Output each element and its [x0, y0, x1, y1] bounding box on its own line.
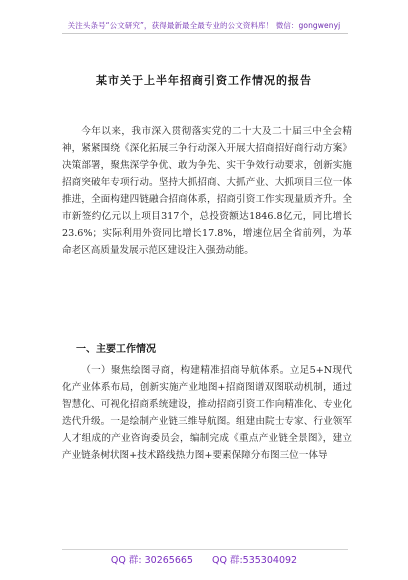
section-paragraph: （一）聚焦绘图寻商，构建精准招商导航体系。立足5+N现代化产业体系布局，创新实施产业地图+招商图谱双图联动机制，通过智慧化、可视化招商系统建设，推动招商引资工作向精准化、专业化迭代升级。一是绘制产业链三维导航图。组建由院士专家、行业领军人才组成的产业咨询委员会，编制完成《重点产业链全景图》，建立产业链条树状图+技术路线热力图+要素保障分布图三位一体导: [62, 365, 352, 461]
qq-group-2: QQ 群:535304092: [212, 555, 298, 566]
document-title: 某市关于上半年招商引资工作情况的报告: [96, 74, 312, 87]
header-divider: [62, 33, 348, 34]
intro-paragraph: 今年以来，我市深入贯彻落实党的二十大及二十届三中全会精神，紧紧围绕《深化拓展三争行动深入开展大招商招好商行动方案》决策部署，聚焦深学争优、敢为争先、实干争效行动要求，创新实施招商突破年专项行动。坚持大抓招商、大抓产业、大抓项目三位一体推进，全面构建四链融合招商体系，招商引资工作实现量质齐升。全市新签约亿元以上项目317个，总投资额达1846.8亿元，同比增长23.6%；实际利用外资同比增长17.8%，增速位居全省前列，为革命老区高质量发展示范区建设注入强劲动能。: [62, 126, 352, 256]
qq-group-1: QQ 群: 30265665: [110, 555, 193, 566]
footer-contact: [0, 552, 408, 566]
section-heading: 一、主要工作情况: [76, 344, 156, 355]
footer-divider: [62, 549, 348, 550]
header-notice: 关注头条号“公文研究”，获得最新最全最专业的公文资料库！ 微信：gongwenyj: [67, 21, 341, 30]
